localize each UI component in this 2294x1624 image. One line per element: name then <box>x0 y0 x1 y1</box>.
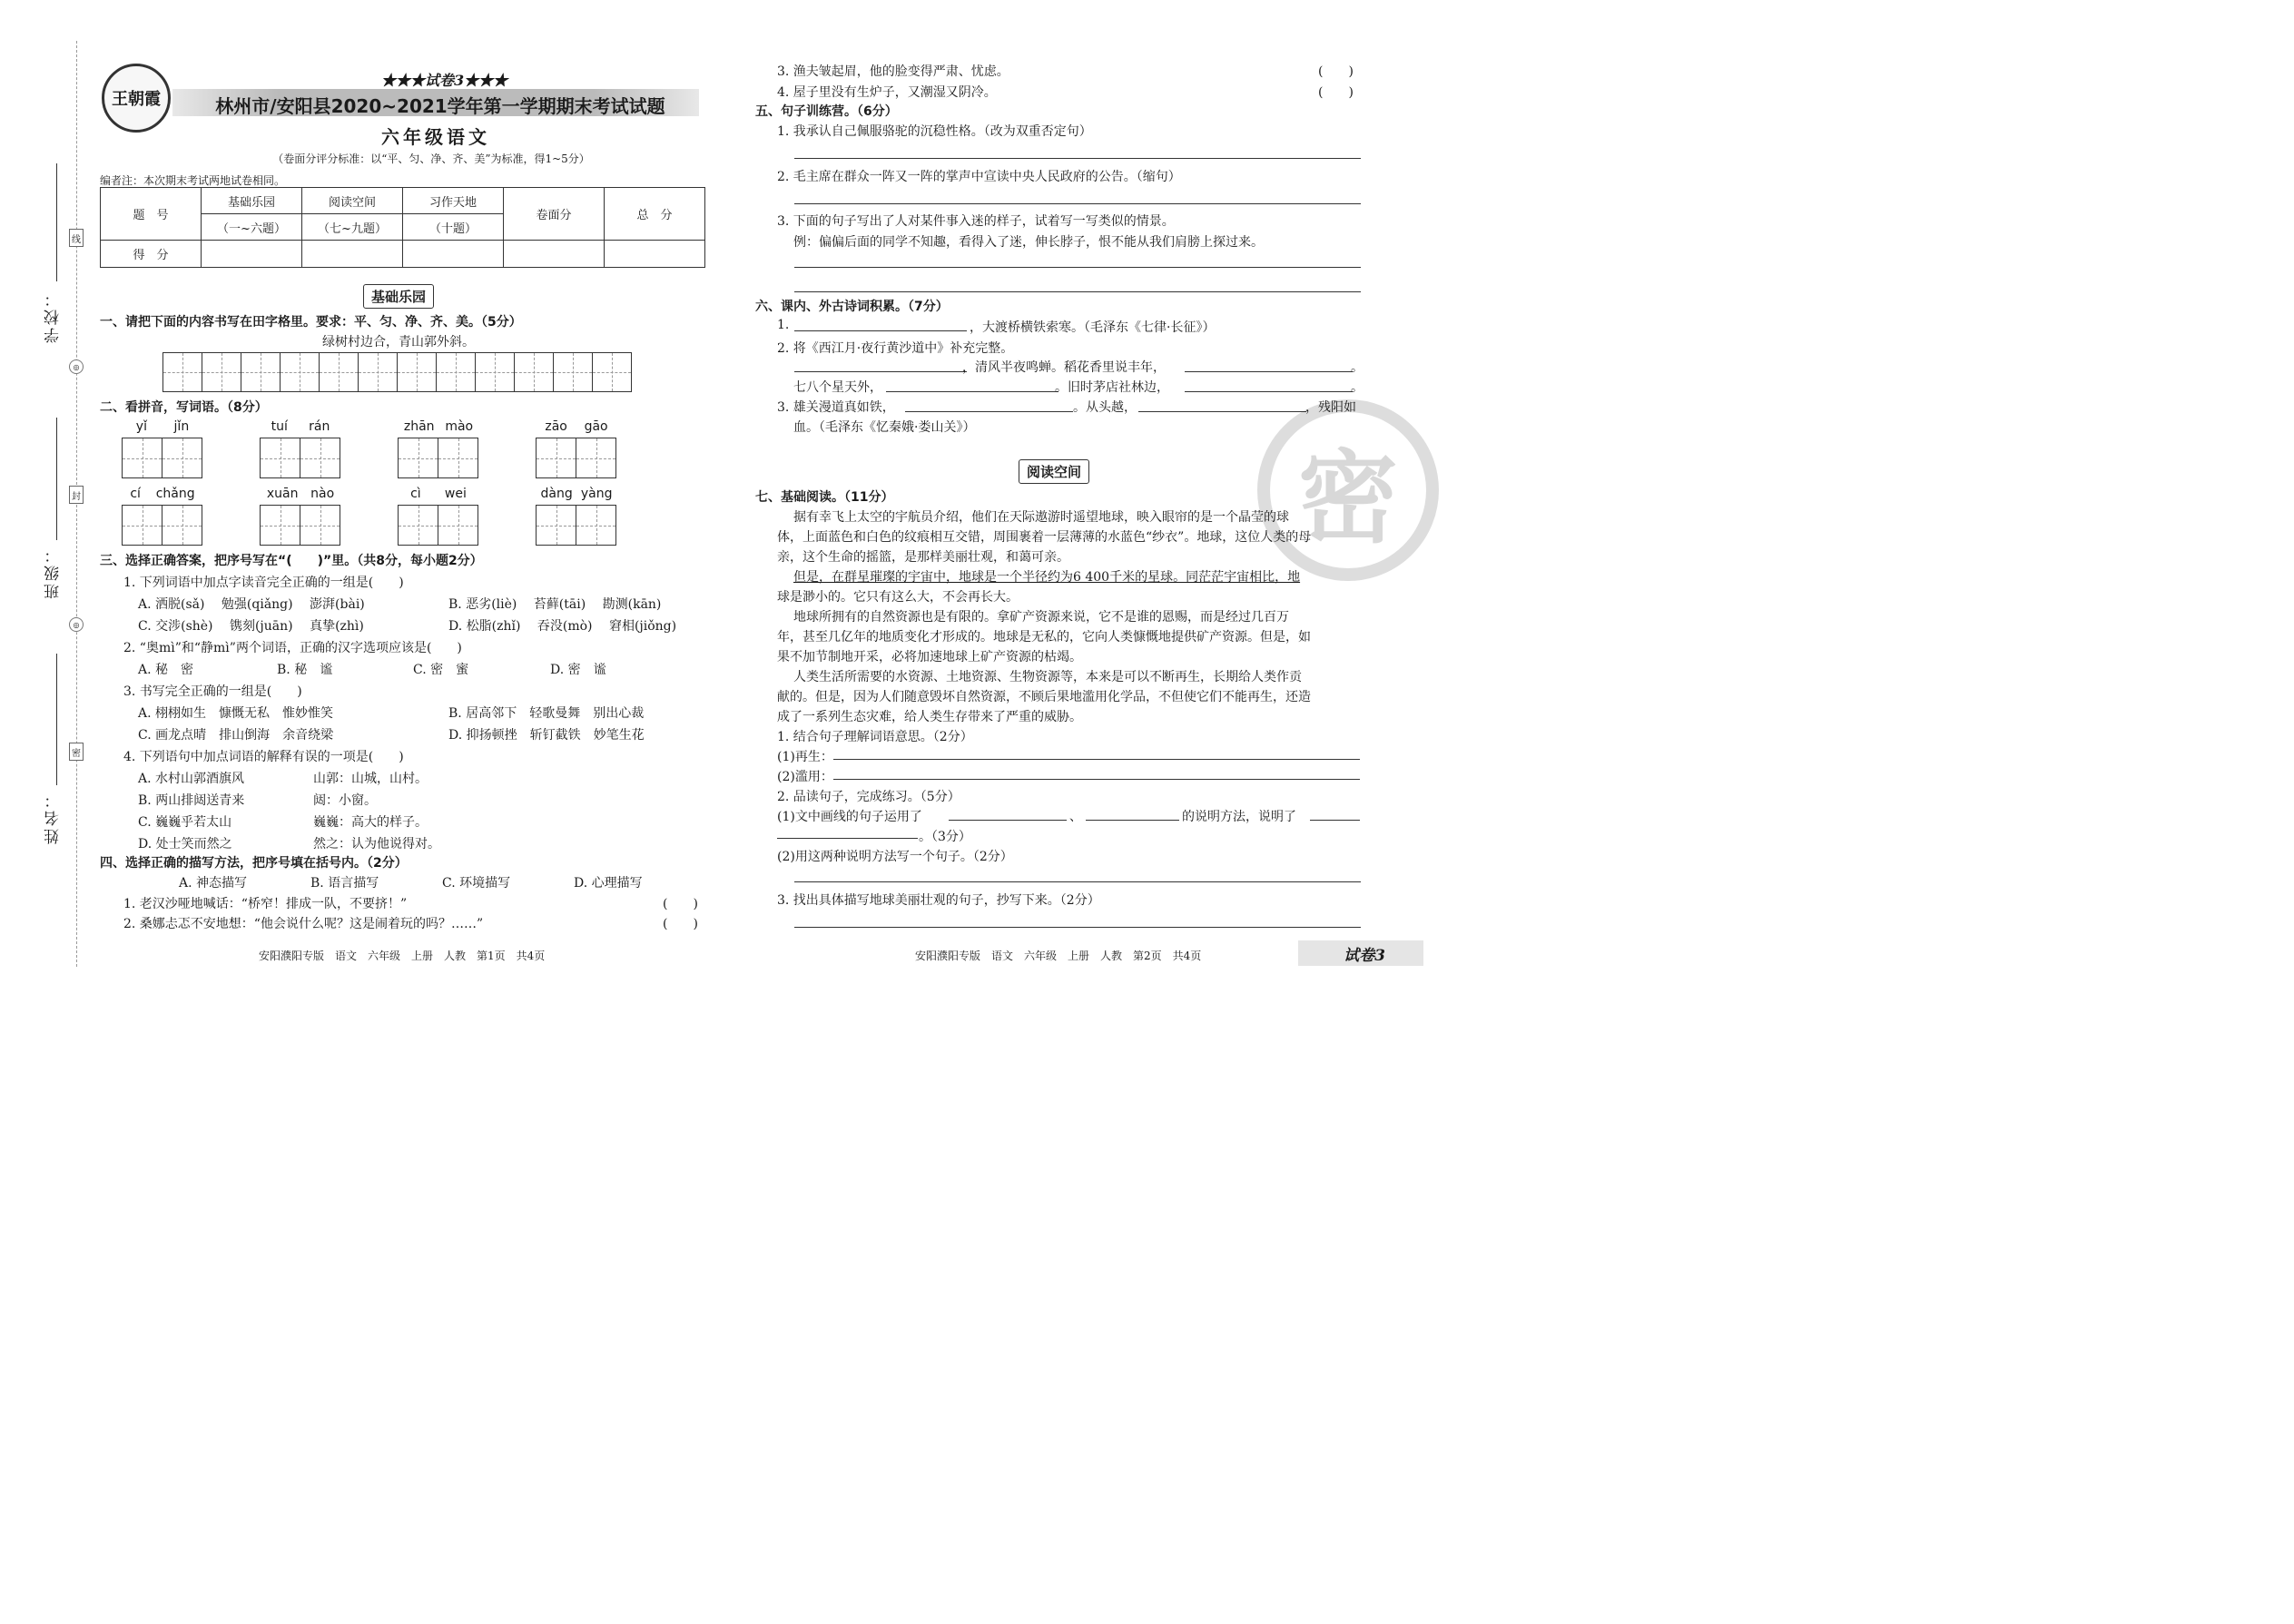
section-basic-title: 基础乐园 <box>363 284 434 309</box>
col-writing: 习作天地 <box>403 188 504 214</box>
class-field[interactable] <box>56 418 57 540</box>
passage-line-underlined: 但是，在群星璀璨的宇宙中，地球是一个半径约为6 400千米的星球。同茫茫宇宙相比，地 <box>793 570 1301 585</box>
passage-line: 球是渺小的。它只有这么大，不会再长大。 <box>777 590 1019 605</box>
q3-4-option-a-gloss: 山郭：山城，山村。 <box>313 772 428 786</box>
grid-cell[interactable] <box>592 352 632 392</box>
footer-left: 安阳濮阳专版 语文 六年级 上册 人教 第1页 共4页 <box>259 950 546 962</box>
pinyin-text: wei <box>444 487 467 501</box>
q3-1-option-b[interactable]: B. 恶劣(liè) 苔藓(tāi) 勘测(kān) <box>448 597 662 612</box>
grid-cell[interactable] <box>397 352 437 392</box>
q6-2-line2b: 。旧时茅店社林边， <box>1055 380 1169 395</box>
q6-3-end: ，残阳如 <box>1305 400 1356 415</box>
pinyin-text: yǐ <box>135 419 147 434</box>
exam-number: ★★★试卷3★★★ <box>381 72 508 89</box>
grid-cell[interactable] <box>514 352 554 392</box>
pinyin-item[interactable] <box>123 487 202 546</box>
passage-line: 年，甚至几亿年的地质变化才形成的。地球是无私的，它向人类慷慨地提供矿产资源。但是，如 <box>777 630 1311 645</box>
answer-line[interactable] <box>794 291 1361 292</box>
passage-line: 成了一系列生态灾难，给人类生存带来了严重的威胁。 <box>777 710 1082 724</box>
answer-parens[interactable]: ( ) <box>1318 85 1354 100</box>
q3-4-option-c[interactable]: C. 巍巍乎若太山 <box>138 815 232 830</box>
answer-line[interactable] <box>1185 371 1353 372</box>
stamp-text: 密 <box>1298 439 1398 556</box>
q4-option-c: C. 环境描写 <box>442 876 511 891</box>
q7-2-1-mid: 的说明方法，说明了 <box>1182 810 1296 824</box>
q4-option-b: B. 语言描写 <box>310 876 379 891</box>
score-cell[interactable] <box>605 241 705 268</box>
grid-cell[interactable] <box>576 438 616 478</box>
q6-heading: 六、课内、外古诗词积累。（7分） <box>755 300 949 314</box>
q3-2-stem: 2. “奥mì”和“静mì”两个词语，正确的汉字选项应该是( ) <box>123 641 462 655</box>
editor-note: 编者注：本次期末考试两地试卷相同。 <box>100 174 286 187</box>
seal-tag-seal: 封 <box>69 486 84 504</box>
col-reading: 阅读空间 <box>302 188 403 214</box>
brand-logo <box>102 64 171 133</box>
answer-line[interactable] <box>794 158 1361 159</box>
corner-tag-text: 试卷3 <box>1344 946 1385 965</box>
row-label-question: 题 号 <box>101 188 202 241</box>
q7-2-2-stem: (2)用这两种说明方法写一个句子。（2分） <box>777 850 1013 864</box>
q7-2-1-end: 。（3分） <box>919 830 971 844</box>
col-paper: 卷面分 <box>504 188 605 241</box>
q3-3-stem: 3. 书写完全正确的一组是( ) <box>123 684 302 699</box>
pinyin-text: dàng <box>540 487 573 501</box>
grid-cell[interactable] <box>241 352 281 392</box>
subject-title: 六年级语文 <box>381 126 490 148</box>
grid-cell[interactable] <box>122 438 162 478</box>
answer-line[interactable] <box>833 779 1360 780</box>
q1-text: 绿树村边合，青山郭外斜。 <box>322 335 475 349</box>
score-cell[interactable] <box>504 241 605 268</box>
grid-cell[interactable] <box>280 352 320 392</box>
scoring-note: （卷面分评分标准：以“平、匀、净、齐、美”为标准，得1~5分） <box>272 153 590 165</box>
pinyin-text: gāo <box>584 419 608 434</box>
q7-1-b-label: (2)滥用： <box>777 770 833 784</box>
col-total: 总 分 <box>605 188 705 241</box>
q6-2-line1: ，清风半夜鸣蝉。稻花香里说丰年， <box>962 360 1166 375</box>
q3-3-option-d[interactable]: D. 抑扬顿挫 斩钉截铁 妙笔生花 <box>448 728 645 743</box>
answer-line[interactable] <box>1185 391 1353 392</box>
q3-1-option-c[interactable]: C. 交涉(shè) 镌刻(juān) 真挚(zhì) <box>138 619 364 634</box>
q5-heading: 五、句子训练营。（6分） <box>755 104 898 119</box>
answer-line[interactable] <box>794 330 967 331</box>
answer-parens[interactable]: ( ) <box>663 897 698 911</box>
school-field[interactable] <box>56 163 57 281</box>
grid-cell[interactable] <box>162 505 202 546</box>
pinyin-text: nào <box>310 487 335 501</box>
q3-2-option-c[interactable]: C. 密 蜜 <box>413 663 469 677</box>
q6-2-line2: 七八个星天外， <box>793 380 882 395</box>
grid-cell[interactable] <box>202 352 241 392</box>
answer-line[interactable] <box>886 391 1058 392</box>
grid-cell[interactable] <box>300 505 340 546</box>
grid-cell[interactable] <box>438 505 478 546</box>
q5-1-stem: 1. 我承认自己佩服骆驼的沉稳性格。（改为双重否定句） <box>777 124 1092 139</box>
q5-3-example: 例：偏偏后面的同学不知趣，看得入了迷，伸长脖子，恨不能从我们肩膀上探过来。 <box>793 235 1264 250</box>
seal-tag-line: 线 <box>69 229 84 247</box>
q7-2-1-stem: (1)文中画线的句子运用了 <box>777 810 922 824</box>
q4-3-stem: 3. 渔夫皱起眉，他的脸变得严肃、忧虑。 <box>777 64 1009 79</box>
score-cell[interactable] <box>202 241 302 268</box>
q3-3-option-a[interactable]: A. 栩栩如生 慷慨无私 惟妙惟笑 <box>138 706 334 721</box>
answer-line[interactable] <box>949 820 1067 821</box>
q3-4-option-a[interactable]: A. 水村山郭酒旗风 <box>138 772 245 786</box>
q4-option-d: D. 心理描写 <box>574 876 643 891</box>
q3-4-option-b-gloss: 闼：小窗。 <box>313 793 377 808</box>
answer-parens[interactable]: ( ) <box>1318 64 1354 79</box>
grid-cell[interactable] <box>358 352 398 392</box>
q4-2-stem: 2. 桑娜忐忑不安地想：“他会说什么呢？这是闹着玩的吗？……” <box>123 917 484 931</box>
binding-hole-icon: ◎ <box>69 359 84 374</box>
grid-cell[interactable] <box>475 352 515 392</box>
q4-4-stem: 4. 屋子里没有生炉子，又潮湿又阴冷。 <box>777 85 997 100</box>
q6-2-end2: 。 <box>1351 380 1364 395</box>
answer-line[interactable] <box>1138 411 1306 412</box>
name-label: 姓名： <box>44 790 63 844</box>
q6-3-mid: 。从头越， <box>1073 400 1137 415</box>
q3-2-option-d[interactable]: D. 密 谧 <box>550 663 606 677</box>
pinyin-text: chǎng <box>155 487 195 501</box>
answer-line[interactable] <box>794 267 1361 268</box>
pinyin-text: xuān <box>266 487 299 501</box>
q3-1-option-a[interactable]: A. 洒脱(sǎ) 勉强(qiǎng) 澎湃(bài) <box>138 597 365 612</box>
q4-1-stem: 1. 老汉沙哑地喊话：“桥窄！排成一队，不要挤！” <box>123 897 408 911</box>
q4-option-a: A. 神态描写 <box>179 876 248 891</box>
q7-3-stem: 3. 找出具体描写地球美丽壮观的句子，抄写下来。（2分） <box>777 893 1100 908</box>
passage-line: 体，上面蓝色和白色的纹痕相互交错，周围裹着一层薄薄的水蓝色“纱衣”。地球，这位人类的母 <box>777 530 1312 545</box>
grid-cell[interactable] <box>300 438 340 478</box>
q3-2-option-a[interactable]: A. 秘 密 <box>138 663 194 677</box>
q7-1-stem: 1. 结合句子理解词语意思。（2分） <box>777 730 973 744</box>
footer-right: 安阳濮阳专版 语文 六年级 上册 人教 第2页 共4页 <box>915 950 1202 962</box>
score-cell[interactable] <box>302 241 403 268</box>
grid-cell[interactable] <box>438 438 478 478</box>
q3-1-stem: 1. 下列词语中加点字读音完全正确的一组是( ) <box>123 576 404 590</box>
pinyin-text: tuí <box>271 419 288 434</box>
grid-cell[interactable] <box>260 438 300 478</box>
q6-3-stem: 3. 雄关漫道真如铁， <box>777 400 895 415</box>
score-cell[interactable] <box>403 241 504 268</box>
q5-2-stem: 2. 毛主席在群众一阵又一阵的掌声中宣读中央人民政府的公告。（缩句） <box>777 170 1181 184</box>
pinyin-item[interactable] <box>261 419 340 478</box>
q3-3-option-b[interactable]: B. 居高邻下 轻歌曼舞 别出心裁 <box>448 706 645 721</box>
q1-heading: 一、请把下面的内容书写在田字格里。要求：平、匀、净、齐、美。（5分） <box>100 315 522 330</box>
col-reading-range: （七~九题） <box>302 214 403 241</box>
q7-heading: 七、基础阅读。（11分） <box>755 490 894 505</box>
grid-cell[interactable] <box>398 505 438 546</box>
passage-line: 据有幸飞上太空的宇航员介绍，他们在天际遨游时遥望地球，映入眼帘的是一个晶莹的球 <box>793 510 1289 525</box>
answer-line[interactable] <box>794 881 1361 882</box>
logo-text: 王朝霞 <box>112 90 161 109</box>
col-basic-range: （一~六题） <box>202 214 302 241</box>
grid-cell[interactable] <box>436 352 476 392</box>
q6-3-line2: 血。（毛泽东《忆秦娥·娄山关》） <box>793 420 976 435</box>
answer-parens[interactable]: ( ) <box>663 917 698 931</box>
q3-4-stem: 4. 下列语句中加点词语的解释有误的一项是( ) <box>123 750 404 764</box>
q7-2-stem: 2. 品读句子，完成练习。（5分） <box>777 790 960 804</box>
q7-2-1-sep: 、 <box>1069 810 1082 824</box>
q3-4-option-d-gloss: 然之：认为他说得对。 <box>313 837 440 851</box>
q7-1-a-label: (1)再生： <box>777 750 833 764</box>
q3-3-option-c[interactable]: C. 画龙点晴 排山倒海 余音绕梁 <box>138 728 334 743</box>
q2-heading: 二、看拼音，写词语。（8分） <box>100 400 268 415</box>
grid-cell[interactable] <box>319 352 359 392</box>
pinyin-text: cí <box>130 487 141 501</box>
q1-writing-grid[interactable] <box>163 352 632 392</box>
answer-line[interactable] <box>905 411 1073 412</box>
watermark-stamp <box>1257 399 1439 581</box>
answer-line[interactable] <box>1310 820 1360 821</box>
grid-cell[interactable] <box>162 438 202 478</box>
score-table <box>100 187 705 268</box>
binding-line <box>76 41 77 967</box>
pinyin-text: yàng <box>580 487 613 501</box>
grid-cell[interactable] <box>553 352 593 392</box>
answer-line[interactable] <box>794 927 1361 928</box>
answer-line[interactable] <box>794 203 1361 204</box>
seal-tag-secret: 密 <box>69 743 84 761</box>
grid-cell[interactable] <box>536 438 576 478</box>
grid-cell[interactable] <box>122 505 162 546</box>
corner-exam-tag <box>1298 940 1423 966</box>
answer-line[interactable] <box>833 759 1360 760</box>
q3-2-option-b[interactable]: B. 秘 谧 <box>277 663 333 677</box>
section-reading-title: 阅读空间 <box>1019 459 1089 484</box>
pinyin-text: zāo <box>545 419 567 434</box>
answer-line[interactable] <box>1086 820 1179 821</box>
pinyin-item[interactable] <box>261 487 340 546</box>
row-label-score: 得 分 <box>101 241 202 268</box>
grid-cell[interactable] <box>162 352 202 392</box>
grid-cell[interactable] <box>536 505 576 546</box>
class-label: 班级： <box>44 545 63 599</box>
pinyin-item[interactable] <box>537 419 616 478</box>
passage-line: 人类生活所需要的水资源、土地资源、生物资源等，本来是可以不断再生，长期给人类作贡 <box>793 670 1302 684</box>
q3-heading: 三、选择正确答案，把序号写在“( )”里。（共8分，每小题2分） <box>100 554 483 568</box>
school-label: 学校： <box>44 289 63 343</box>
binding-hole-icon: ◎ <box>69 617 84 632</box>
passage-line: 亲，这个生命的摇篮，是那样美丽壮观，和蔼可亲。 <box>777 550 1069 565</box>
q6-1-text: ，大渡桥横铁索寒。（毛泽东《七律·长征》） <box>970 320 1216 335</box>
q3-4-option-b[interactable]: B. 两山排闼送青来 <box>138 793 245 808</box>
pinyin-item[interactable] <box>399 487 478 546</box>
answer-line[interactable] <box>794 371 967 372</box>
passage-line: 献的。但是，因为人们随意毁坏自然资源，不顾后果地滥用化学品，不但使它们不能再生，还造 <box>777 690 1311 704</box>
answer-line[interactable] <box>777 838 918 839</box>
pinyin-text: cì <box>410 487 421 501</box>
pinyin-text: zhān <box>403 419 435 434</box>
col-basic: 基础乐园 <box>202 188 302 214</box>
pinyin-item[interactable] <box>399 419 478 478</box>
q6-2-end1: 。 <box>1351 360 1364 375</box>
exam-title: 林州市/安阳县2020~2021学年第一学期期末考试试题 <box>215 95 665 117</box>
pinyin-item[interactable] <box>537 487 616 546</box>
grid-cell[interactable] <box>398 438 438 478</box>
q6-1-num: 1. <box>777 318 790 332</box>
q6-2-stem: 2. 将《西江月·夜行黄沙道中》补充完整。 <box>777 341 1014 356</box>
passage-line: 地球所拥有的自然资源也是有限的。拿矿产资源来说，它不是谁的恩赐，而是经过几百万 <box>793 610 1289 625</box>
q3-4-option-d[interactable]: D. 处士笑而然之 <box>138 837 232 851</box>
passage-line: 果不加节制地开采，必将加速地球上矿产资源的枯竭。 <box>777 650 1082 664</box>
pinyin-text: jǐn <box>173 419 190 434</box>
col-writing-range: （十题） <box>403 214 504 241</box>
grid-cell[interactable] <box>576 505 616 546</box>
pinyin-item[interactable] <box>123 419 202 478</box>
name-field[interactable] <box>56 654 57 785</box>
pinyin-text: rán <box>309 419 330 434</box>
q3-4-option-c-gloss: 巍巍：高大的样子。 <box>313 815 428 830</box>
q4-heading: 四、选择正确的描写方法，把序号填在括号内。（2分） <box>100 856 408 871</box>
grid-cell[interactable] <box>260 505 300 546</box>
q5-3-stem: 3. 下面的句子写出了人对某件事入迷的样子，试着写一写类似的情景。 <box>777 214 1175 229</box>
pinyin-text: mào <box>445 419 474 434</box>
q3-1-option-d[interactable]: D. 松脂(zhǐ) 吞没(mò) 窘相(jiǒng) <box>448 619 677 634</box>
